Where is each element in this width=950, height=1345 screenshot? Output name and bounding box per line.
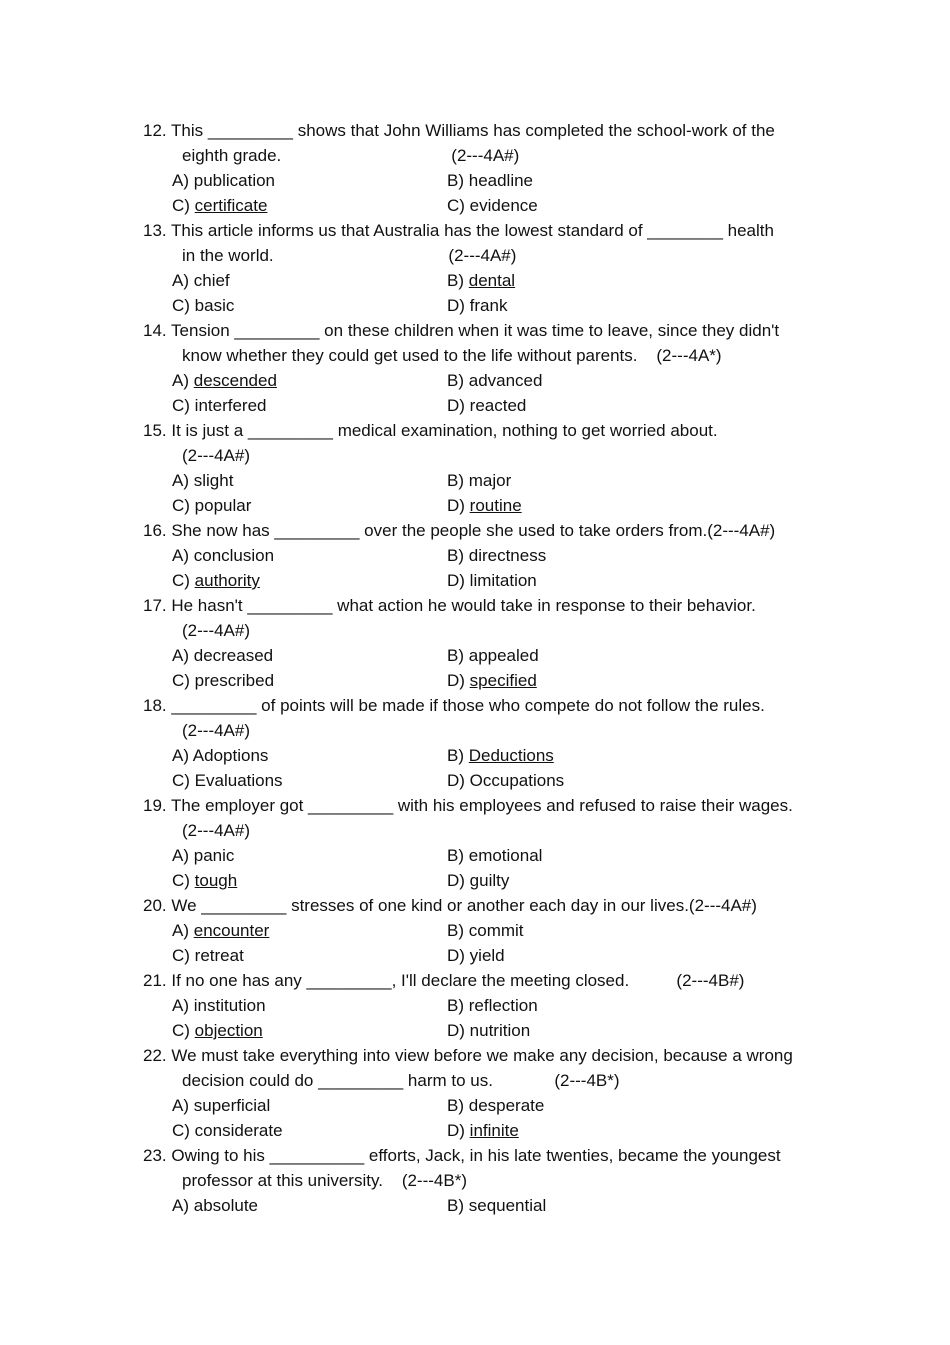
question-stem: 12. This _________ shows that John Williams has completed the school-work of the (143, 121, 775, 140)
option (172, 568, 260, 593)
option-text: desperate (468, 1096, 545, 1115)
option-text: guilty (469, 871, 510, 890)
question-stem-continuation: (2---4A#) (182, 446, 251, 465)
option-text: publication (193, 171, 276, 190)
option-letter: C) (172, 671, 195, 690)
question-stem-continuation: eighth grade. (2---4A#) (182, 146, 520, 165)
option-letter: B) (447, 1196, 469, 1215)
option (447, 468, 511, 493)
option (447, 1118, 519, 1143)
option-text: sequential (468, 1196, 547, 1215)
option (447, 168, 533, 193)
option-row (0, 768, 950, 793)
option-letter: A) (172, 1096, 194, 1115)
question-stem-continuation: in the world. (2---4A#) (182, 246, 517, 265)
option-letter: B) (447, 746, 469, 765)
option-text: prescribed (194, 671, 275, 690)
option-text: frank (469, 296, 508, 315)
option (172, 268, 230, 293)
option (172, 1093, 270, 1118)
option (172, 393, 267, 418)
option-text: popular (194, 496, 252, 515)
option-row (0, 943, 950, 968)
question-stem: 18. _________ of points will be made if those who compete do not follow the rules. (143, 696, 765, 715)
option-letter: B) (447, 846, 469, 865)
option-row (0, 193, 950, 218)
option-letter: A) (172, 371, 194, 390)
question-stem-continuation: know whether they could get used to the life without parents. (2---4A*) (182, 346, 722, 365)
option-letter: C) (172, 296, 195, 315)
answer-option-text: objection (194, 1021, 263, 1040)
option-letter: B) (447, 996, 469, 1015)
option-row (0, 843, 950, 868)
option-row (0, 168, 950, 193)
option (172, 668, 274, 693)
option-row (0, 543, 950, 568)
option-text: basic (194, 296, 235, 315)
option-row (0, 493, 950, 518)
option-row (0, 993, 950, 1018)
question-stem: 19. The employer got _________ with his employees and refused to raise their wages. (143, 796, 793, 815)
option (172, 293, 234, 318)
option-text: Occupations (469, 771, 565, 790)
question-item (0, 118, 950, 218)
option-letter: D) (447, 396, 470, 415)
answer-option-text: dental (468, 271, 516, 290)
option-letter: C) (172, 946, 195, 965)
option-letter: B) (447, 1096, 469, 1115)
option (447, 643, 539, 668)
option-text: superficial (193, 1096, 271, 1115)
question-item (0, 893, 950, 968)
question-item (0, 693, 950, 793)
answer-option-text: tough (194, 871, 238, 890)
option-text: institution (193, 996, 266, 1015)
option-row (0, 1018, 950, 1043)
option-text: emotional (468, 846, 543, 865)
option-letter: B) (447, 546, 469, 565)
option-row (0, 1193, 950, 1218)
answer-option-text: authority (194, 571, 260, 590)
option-letter: C) (172, 196, 195, 215)
option (172, 543, 274, 568)
option (447, 268, 515, 293)
question-stem: 14. Tension _________ on these children when it was time to leave, since they didn't (143, 321, 780, 340)
question-stem: 21. If no one has any _________, I'll declare the meeting closed. (2---4B#) (143, 971, 745, 990)
question-stem: 20. We _________ stresses of one kind or another each day in our lives.(2---4A#) (143, 896, 757, 915)
question-stem-continuation: professor at this university. (2---4B*) (182, 1171, 467, 1190)
option-letter: A) (172, 996, 194, 1015)
option-row (0, 868, 950, 893)
question-item (0, 518, 950, 593)
option-text: reacted (469, 396, 527, 415)
question-stem: 23. Owing to his __________ efforts, Jack, in his late twenties, became the youngest (143, 1146, 781, 1165)
option (172, 768, 283, 793)
option (172, 193, 267, 218)
option-text: appealed (468, 646, 539, 665)
answer-option-text: certificate (194, 196, 268, 215)
option (447, 868, 509, 893)
option-text: evidence (469, 196, 538, 215)
option-letter: C) (172, 1021, 195, 1040)
option-letter: B) (447, 471, 469, 490)
option-letter: A) (172, 921, 194, 940)
option (172, 168, 275, 193)
answer-option-text: descended (193, 371, 277, 390)
exam-page (0, 118, 950, 1218)
option (172, 368, 277, 393)
option-text: nutrition (469, 1021, 531, 1040)
option-letter: A) (172, 471, 194, 490)
option-text: slight (193, 471, 234, 490)
question-stem: 22. We must take everything into view before we make any decision, because a wrong (143, 1046, 793, 1065)
option-text: directness (468, 546, 547, 565)
question-stem-continuation: decision could do _________ harm to us. (2---4B*) (182, 1071, 620, 1090)
answer-option-text: specified (469, 671, 537, 690)
option-letter: D) (447, 496, 470, 515)
question-stem-continuation: (2---4A#) (182, 621, 251, 640)
option-letter: C) (172, 871, 195, 890)
question-stem: 16. She now has _________ over the people she used to take orders from.(2---4A#) (143, 521, 776, 540)
question-stem: 15. It is just a _________ medical examination, nothing to get worried about. (143, 421, 718, 440)
option (172, 468, 233, 493)
option-row (0, 293, 950, 318)
option (172, 743, 268, 768)
option-row (0, 1118, 950, 1143)
option (172, 843, 234, 868)
option (447, 668, 537, 693)
question-item (0, 593, 950, 693)
option-row (0, 568, 950, 593)
option-letter: C) (447, 196, 470, 215)
question-item (0, 1143, 950, 1218)
option-text: Evaluations (194, 771, 283, 790)
option (172, 643, 273, 668)
option-text: commit (468, 921, 524, 940)
option-letter: A) (172, 271, 194, 290)
option-letter: C) (172, 1121, 195, 1140)
option-text: conclusion (193, 546, 275, 565)
option-text: decreased (193, 646, 274, 665)
question-item (0, 218, 950, 318)
question-item (0, 1043, 950, 1143)
option-letter: B) (447, 171, 469, 190)
option (172, 1018, 263, 1043)
option (447, 543, 546, 568)
option-letter: D) (447, 946, 470, 965)
option (447, 1093, 544, 1118)
option-text: absolute (193, 1196, 259, 1215)
option-row (0, 268, 950, 293)
option-letter: D) (447, 871, 470, 890)
option-letter: C) (172, 396, 195, 415)
option (447, 493, 522, 518)
option-text: chief (193, 271, 230, 290)
option-letter: C) (172, 771, 195, 790)
option-text: retreat (194, 946, 244, 965)
question-stem-continuation: (2---4A#) (182, 821, 251, 840)
option-row (0, 393, 950, 418)
option (172, 1118, 283, 1143)
option-row (0, 468, 950, 493)
option (447, 393, 526, 418)
option-letter: D) (447, 1121, 470, 1140)
option-letter: A) (172, 746, 193, 765)
option (447, 843, 542, 868)
option-letter: B) (447, 646, 469, 665)
option-text: yield (469, 946, 505, 965)
option-row (0, 668, 950, 693)
option-letter: D) (447, 771, 470, 790)
option-row (0, 918, 950, 943)
option-text: limitation (469, 571, 537, 590)
answer-option-text: infinite (469, 1121, 519, 1140)
option (447, 1193, 546, 1218)
option (447, 768, 564, 793)
option (172, 1193, 258, 1218)
option-row (0, 643, 950, 668)
option-letter: A) (172, 846, 194, 865)
option-text: considerate (194, 1121, 283, 1140)
answer-option-text: routine (469, 496, 522, 515)
option (172, 868, 237, 893)
question-item (0, 968, 950, 1043)
option (447, 1018, 530, 1043)
option-letter: A) (172, 546, 194, 565)
option-letter: C) (172, 496, 195, 515)
option-letter: D) (447, 571, 470, 590)
option (447, 943, 505, 968)
option (172, 943, 244, 968)
option-letter: A) (172, 1196, 194, 1215)
option-letter: C) (172, 571, 195, 590)
question-item (0, 318, 950, 418)
option (172, 493, 251, 518)
option-row (0, 368, 950, 393)
answer-option-text: encounter (193, 921, 270, 940)
answer-option-text: Deductions (468, 746, 554, 765)
option-letter: D) (447, 671, 470, 690)
option (172, 993, 266, 1018)
option-letter: A) (172, 171, 194, 190)
option-text: major (468, 471, 512, 490)
option (447, 568, 537, 593)
option-letter: D) (447, 1021, 470, 1040)
option (447, 993, 538, 1018)
option-letter: A) (172, 646, 194, 665)
option-text: advanced (468, 371, 543, 390)
option (447, 193, 538, 218)
option-letter: B) (447, 371, 469, 390)
option-row (0, 743, 950, 768)
option-text: interfered (194, 396, 267, 415)
question-stem: 13. This article informs us that Australia has the lowest standard of ________ health (143, 221, 774, 240)
option-text: reflection (468, 996, 538, 1015)
option-text: panic (193, 846, 235, 865)
option (447, 368, 542, 393)
option-text: headline (468, 171, 534, 190)
option-letter: D) (447, 296, 470, 315)
question-stem: 17. He hasn't _________ what action he would take in response to their behavior. (143, 596, 756, 615)
option-letter: B) (447, 921, 469, 940)
question-item (0, 418, 950, 518)
option-letter: B) (447, 271, 469, 290)
option-row (0, 1093, 950, 1118)
question-item (0, 793, 950, 893)
option (447, 293, 507, 318)
question-stem-continuation: (2---4A#) (182, 721, 251, 740)
option (447, 743, 554, 768)
option (172, 918, 269, 943)
option (447, 918, 524, 943)
option-text: Adoptions (192, 746, 269, 765)
